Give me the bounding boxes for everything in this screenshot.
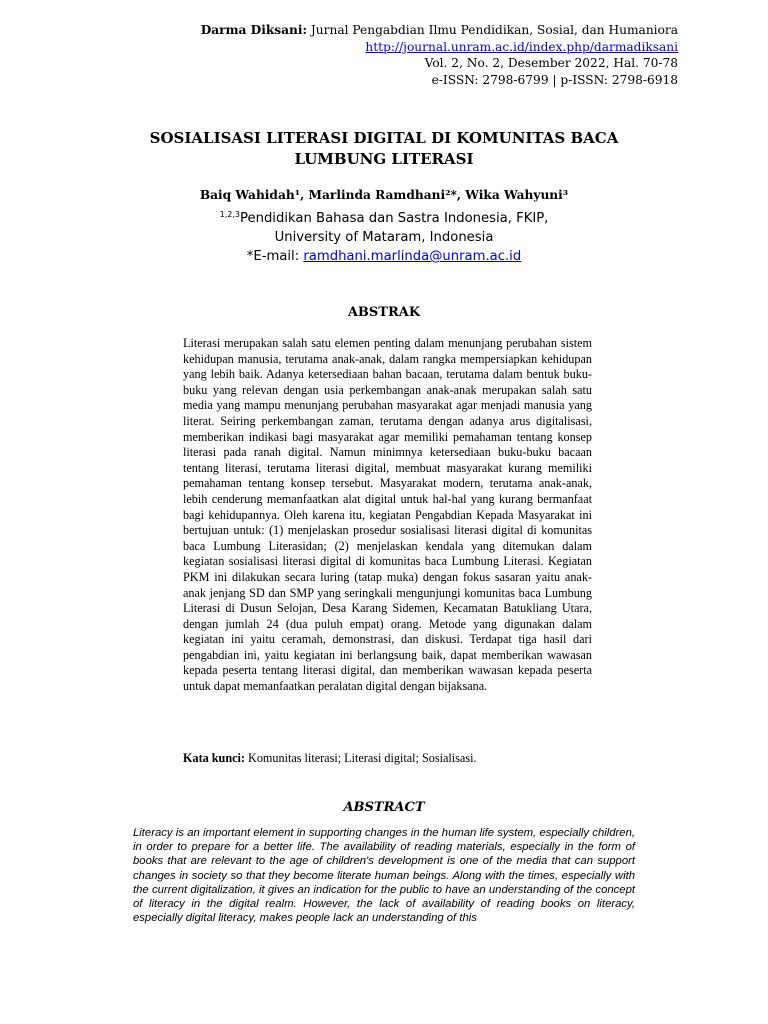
abstract-heading: ABSTRACT: [343, 800, 425, 815]
title-line-1: SOSIALISASI LITERASI DIGITAL DI KOMUNITAS BACA: [149, 129, 619, 147]
paper-title: [100, 128, 668, 170]
affiliation-line-2: University of Mataram, Indonesia: [274, 230, 494, 245]
journal-header: [118, 22, 678, 88]
keywords-text: Komunitas literasi; Literasi digital; Sosialisasi.: [244, 751, 477, 765]
author-names: Baiq Wahidah¹, Marlinda Ramdhani²*, Wika Wahyuni³: [199, 188, 569, 202]
journal-subtitle: Jurnal Pengabdian Ilmu Pendidikan, Sosial, dan Humaniora: [310, 23, 678, 37]
journal-name: Darma Diksani:: [200, 23, 308, 37]
email-label: *E-mail:: [246, 249, 304, 264]
author-block: [100, 186, 668, 266]
email-line: [100, 247, 668, 266]
journal-url-link[interactable]: http://journal.unram.ac.id/index.php/darmadiksani: [365, 39, 678, 54]
affiliation-marks: 1,2,3: [219, 210, 240, 219]
title-line-2: LUMBUNG LITERASI: [294, 150, 474, 168]
volume-info: Vol. 2, No. 2, Desember 2022, Hal. 70-78: [424, 56, 678, 71]
issn-info: e-ISSN: 2798-6799 | p-ISSN: 2798-6918: [431, 72, 678, 87]
journal-title-line: [118, 22, 678, 39]
keywords-label: Kata kunci:: [183, 751, 245, 765]
abstrak-body: Literasi merupakan salah satu elemen penting dalam menunjang perubahan sistem kehidupan manusia, terutama anak-anak, dalam rangka mempersiapkan kehidupan yang lebih baik. Adanya ketersediaan bahan bacaan, terutama dalam bentuk buku-buku yang relevan dengan usia perkembangan anak-anak merupakan salah satu media yang mampu menunjang perubahan masyarakat agar menjadi manusia yang literat. Seiring perkembangan zaman, terutama dengan adanya arus digitalisasi, memberikan indikasi bagi masyarakat agar memiliki pemahaman tentang konsep literasi pada ranah digital. Namun minimnya ketersediaan buku-buku bacaan tentang literasi, terutama literasi digital, membuat masyarakat kurang memiliki pemahaman tentang konsep tersebut. Masyarakat modern, terutama anak-anak, lebih cenderung memanfaatkan alat digital untuk hal-hal yang kurang bermanfaat bagi kehidupannya. Oleh karena itu, kegiatan Pengabdian Kepada Masyarakat ini bertujuan untuk: (1) menjelaskan prosedur sosialisasi literasi digital di komunitas baca Lumbung Literasidan; (2) menjelaskan kendala yang ditemukan dalam kegiatan sosialisasi literasi digital di komunitas baca Lumbung Literasi. Kegiatan PKM ini dilakukan secara luring (tatap muka) dengan fokus sasaran yaitu anak-anak jenjang SD dan SMP yang seringkali mengunjungi komunitas baca Lumbung Literasi di Dusun Selojan, Desa Karang Sidemen, Kecamatan Batukliang Utara, dengan jumlah 24 (dua puluh empat) orang. Metode yang digunakan dalam kegiatan ini yaitu ceramah, demonstrasi, dan diskusi. Terdapat tiga hasil dari pengabdian ini, yaitu kegiatan ini berlangsung baik, dapat memberikan wawasan kepada peserta tentang literasi digital, dan memberikan wawasan kepada peserta untuk dapat memanfaatkan peralatan digital dengan bijaksana.: [183, 336, 592, 694]
keywords-line: [183, 751, 592, 767]
affiliation-line-1: [100, 205, 668, 228]
abstract-body: Literacy is an important element in supporting changes in the human life system, especially children, in order to prepare for a better life. The availability of reading materials, especially in the form of books that are relevant to the age of children's development is one of the media that can support changes in society so that they become literate human beings. Along with the times, especially with the current digitalization, it gives an indication for the public to have an understanding of the concept of literacy in the digital realm. However, the lack of availability of reading books on literacy, especially digital literacy, makes people lack an understanding of this: [133, 827, 635, 925]
abstrak-heading: ABSTRAK: [347, 305, 421, 320]
affiliation-text-1: Pendidikan Bahasa dan Sastra Indonesia, FKIP,: [239, 211, 549, 226]
email-link[interactable]: ramdhani.marlinda@unram.ac.id: [303, 249, 522, 264]
